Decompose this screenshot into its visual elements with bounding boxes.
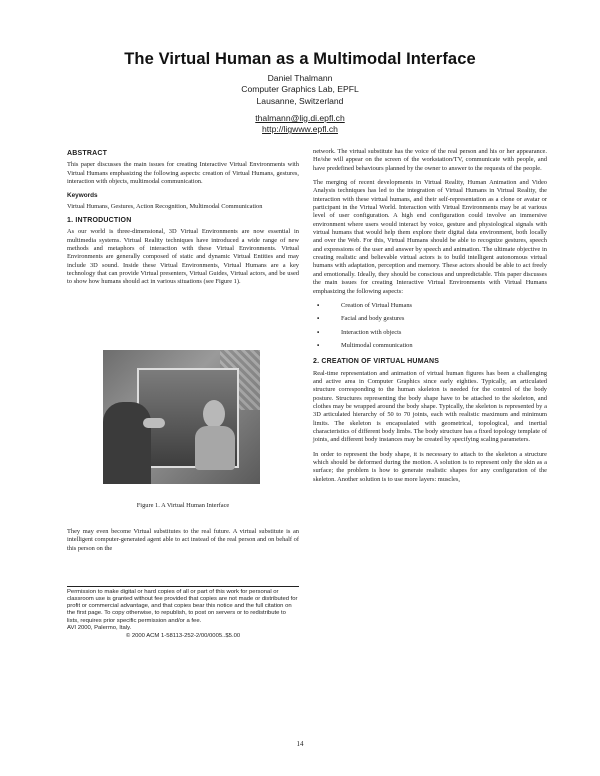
right-paragraph-3: Real-time representation and animation of virtual human figures has been a challenging and active area in Computer Graphics since early eighties. Typically, an articulated structure corresponding to the human skeleton is needed for the control of the body posture. Structures representing the body shape have to be attached to the skeleton, and clothes may be wrapped around the body shape. Typically, the skeleton is represented by a 3D articulated hierarchy of 50 to 70 joints, each with realistic maximum and minimum limits. The skeleton is encapsulated with geometrical, topological, and inertial characteristics of different body limbs. The body structure has a fixed topology template of joints, and different body instances may be created by specifying scaling parameters.: [313, 369, 547, 444]
author-email[interactable]: thalmann@lig.di.epfl.ch: [255, 112, 345, 123]
author-location: Lausanne, Switzerland: [256, 95, 344, 106]
list-item: ▪ Creation of Virtual Humans: [317, 301, 413, 309]
real-person-silhouette: [103, 402, 151, 484]
conference-line: AVI 2000, Palermo, Italy.: [67, 624, 132, 631]
right-paragraph-1: network. The virtual substitute has the voice of the real person and his or her appearance. He/she will appear on the screen of the workstation/TV, communicate with people, and have predefined behaviours planned by the owner to answer to the requests of the people.: [313, 148, 547, 172]
list-item: ▪ Multimodal communication: [317, 341, 413, 349]
right-paragraph-2: The merging of recent developments in Virtual Reality, Human Animation and Video Analysis techniques has led to the integration of Virtual Humans in Virtual Reality, the interaction with these virtual humans, and their self-representation as a clone or avatar or participant in the Virtual World. Interaction with Virtual Environments may be at various level of user configuration. A high end configuration could involve an immersive environment where users would interact by voice, gesture and physiological signals with virtual humans that would help them explore their digital data environment, both locally and over the Web. For this, Virtual Humans should be able to recognize gestures, speech and expressions of the user and answer by speech and animation. The ultimate objective in creating realistic and believable virtual actors is to build intelligent autonomous virtual humans with adaptation, perception and memory. These actors should be able to act freely and emotionally. Ideally, they should be conscious and unpredictable. This paper discusses the main issues for creating Interactive Virtual Environments with Virtual Humans emphasizing the following aspects:: [313, 179, 547, 295]
keywords-text: Virtual Humans, Gestures, Action Recognition, Multimodal Communication: [67, 202, 263, 210]
permission-text: Permission to make digital or hard copies of all or part of this work for personal or classroom use is granted without fee provided that copies are not made or distributed for profit or commercial advantage, and that copies bear this notice and the full citation on the first page. To copy otherwise, to republish, to post on servers or to redistribute to lists, requires prior specific permission and/or a fee.: [67, 589, 298, 624]
list-item: ▪ Interaction with objects: [317, 328, 402, 336]
right-paragraph-4: In order to represent the body shape, it is necessary to attach to the skeleton a structure which should be deformed during the motion. A solution is to represent only the skin as a surface; the problem is how to generate realistic shapes for any configuration of the skeleton. Another solution is to use more layers: muscles,: [313, 450, 547, 483]
abstract-text: This paper discusses the main issues for creating Interactive Virtual Environments with Virtual Humans emphasizing the following aspects: creation of Virtual Humans, gestures, interaction with objects, multimodal communication.: [67, 161, 299, 186]
page-number: 14: [296, 740, 304, 748]
bullet-icon: ▪: [317, 301, 320, 309]
permission-footnote: [67, 589, 299, 640]
bullet-icon: ▪: [317, 315, 320, 323]
aspects-list: [313, 302, 547, 350]
author-affiliation: Computer Graphics Lab, EPFL: [241, 84, 359, 95]
bullet-icon: ▪: [317, 341, 320, 349]
figure-caption: Figure 1. A Virtual Human Interface: [136, 502, 230, 509]
bullet-icon: ▪: [317, 328, 320, 336]
right-column: [313, 148, 547, 490]
introduction-heading: 1. INTRODUCTION: [67, 217, 132, 225]
author-url[interactable]: http://ligwww.epfl.ch: [262, 124, 338, 135]
figure-virtual-human-photo: [103, 350, 260, 484]
list-item: ▪ Facial and body gestures: [317, 315, 405, 323]
copyright-line: © 2000 ACM 1-58113-252-2/00/0005..$5.00: [125, 632, 241, 639]
abstract-heading: ABSTRACT: [67, 150, 108, 157]
left-column: [67, 150, 299, 293]
footnote-divider: [67, 586, 299, 587]
real-person-hand: [143, 418, 165, 428]
keywords-heading: Keywords: [67, 192, 98, 200]
section-2-heading: 2. CREATION OF VIRTUAL HUMANS: [313, 358, 440, 366]
virtual-human-head: [203, 400, 225, 428]
virtual-human-torso: [195, 426, 235, 470]
author-name: Daniel Thalmann: [267, 73, 333, 83]
paper-title: The Virtual Human as a Multimodal Interface: [124, 50, 476, 68]
introduction-text: As our world is three-dimensional, 3D Virtual Environments are now essential in multimedia systems. Virtual Reality techniques have introduced a wide range of new methods and metaphors of interaction with these Virtual Environments. Virtual Environments are generally composed of static and dynamic Virtual Entities and may include 3D sound. Inside these Virtual Environments, Virtual Humans are a key technology that can provide Virtual presenters, Virtual Guides, Virtual actors, and be used to show how humans should act in various situations (see Figure 1).: [67, 228, 299, 286]
author-block: [0, 73, 600, 135]
left-continuation-text: They may even become Virtual substitutes to the real future. A virtual substitute is an intelligent computer-generated agent able to act instead of the real person and on behalf of this person on the: [67, 528, 299, 552]
